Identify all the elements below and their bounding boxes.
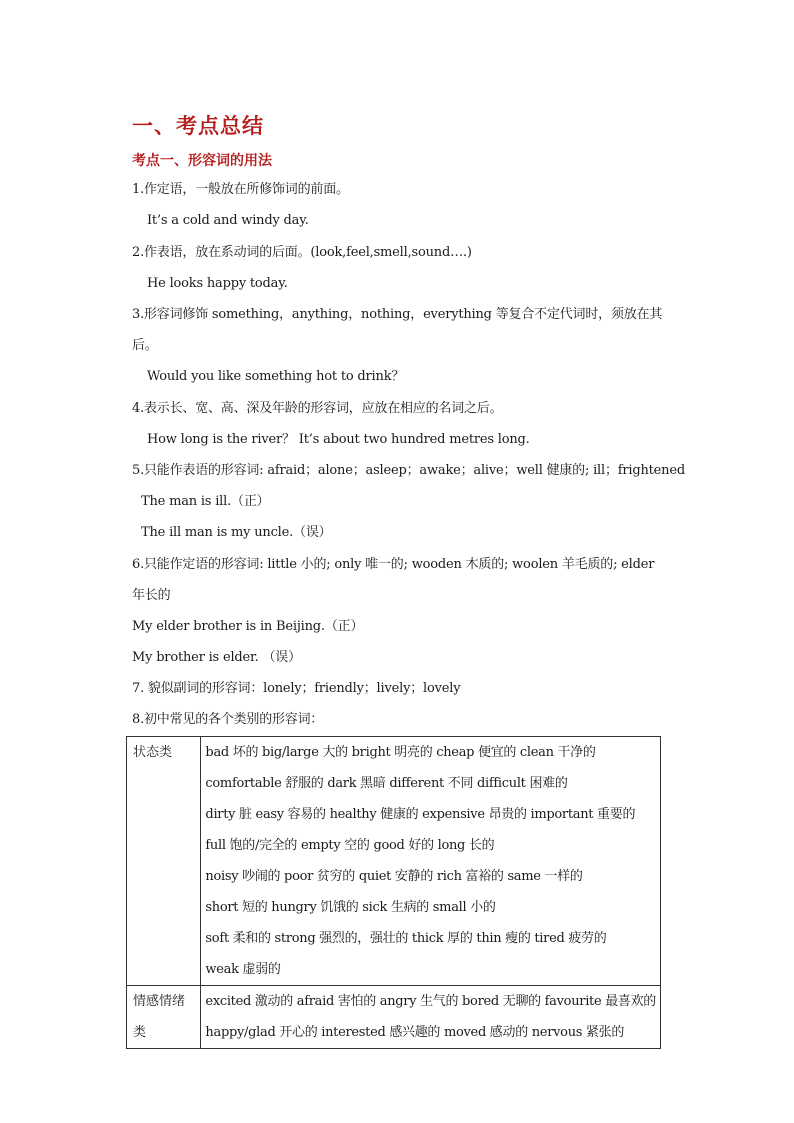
example-line: Would you like something hot to drink？ [147,369,405,384]
word-line: bad 坏的 big/large 大的 bright 明亮的 cheap 便宜的 clean 干净的 [205,745,596,760]
category-cell [127,986,201,1049]
words-cell [201,737,661,986]
category-label: 情感情绪类 [133,994,186,1040]
text-line: 5.只能作表语的形容词: afraid；alone；asleep；awake；alive；well 健康的; ill；frightened [132,463,685,478]
word-line: full 饱的/完全的 empty 空的 good 好的 long 长的 [205,838,495,853]
word-line: noisy 吵闹的 poor 贫穷的 quiet 安静的 rich 富裕的 same 一样的 [205,869,583,884]
text-line: 6.只能作定语的形容词: little 小的; only 唯一的; wooden 木质的; woolen 羊毛质的; elder [132,557,655,572]
text-line: 年长的 [132,588,171,603]
example-line: He looks happy today. [147,276,288,291]
text-line: 2.作表语，放在系动词的后面。(look,feel,smell,sound….) [132,245,472,260]
example-line: My elder brother is in Beijing.（正） [132,619,364,634]
word-line: dirty 脏 easy 容易的 healthy 健康的 expensive 昂贵的 important 重要的 [205,807,636,822]
text-line: 7. 貌似副词的形容词：lonely；friendly；lively；lovely [132,681,461,696]
word-line: short 短的 hungry 饥饿的 sick 生病的 small 小的 [205,900,496,915]
text-line: 1.作定语，一般放在所修饰词的前面。 [132,182,349,197]
example-line: My brother is elder. （误） [132,650,301,665]
adjective-table [126,736,661,1049]
words-cell [201,986,661,1049]
table-row [127,737,661,986]
category-label: 状态类 [133,745,173,760]
word-line: weak 虚弱的 [205,962,281,977]
text-line: 3.形容词修饰 something，anything，nothing，everything 等复合不定代词时，须放在其 [132,307,663,322]
word-line: excited 激动的 afraid 害怕的 angry 生气的 bored 无聊的 favourite 最喜欢的 [205,994,656,1009]
example-line: The ill man is my uncle.（误） [141,525,332,540]
word-line: soft 柔和的 strong 强烈的，强壮的 thick 厚的 thin 瘦的 tired 疲劳的 [205,931,607,946]
word-line: happy/glad 开心的 interested 感兴趣的 moved 感动的 nervous 紧张的 [205,1025,625,1040]
text-line: 8.初中常见的各个类别的形容词： [132,712,324,727]
example-line: How long is the river？ It’s about two hundred metres long. [147,432,530,447]
text-line: 4.表示长、宽、高、深及年龄的形容词，应放在相应的名词之后。 [132,401,503,416]
category-cell [127,737,201,986]
text-line: 后。 [132,338,158,353]
section-subheading: 考点一、形容词的用法 [132,153,272,169]
word-line: comfortable 舒服的 dark 黑暗 different 不同 difficult 困难的 [205,776,568,791]
table-row [127,986,661,1049]
section-heading: 一、考点总结 [132,113,264,138]
example-line: It’s a cold and windy day. [147,213,309,228]
example-line: The man is ill.（正） [141,494,270,509]
